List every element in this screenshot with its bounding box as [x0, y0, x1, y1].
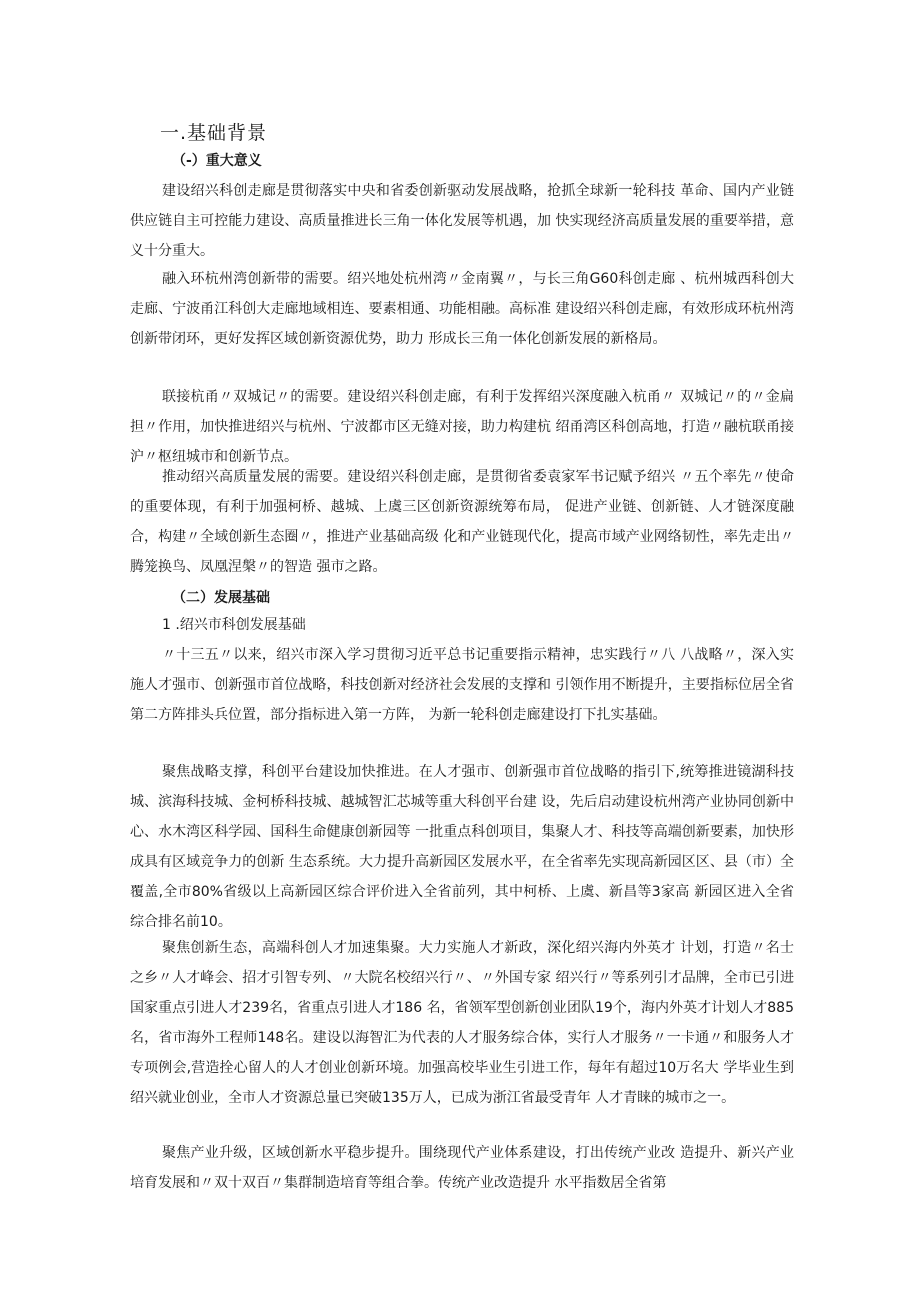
subsection-title-significance: （-）重大意义 — [172, 153, 262, 169]
subsection-title-foundation: （二）发展基础 — [172, 590, 270, 606]
paragraph-industrial-upgrade: 聚焦产业升级，区域创新水平稳步提升。围绕现代产业体系建设，打出传统产业改 造提升、新兴产业培育发展和〃双十双百〃集群制造培育等组合拳。传统产业改造提升 水平指数居全省第 — [130, 1145, 794, 1191]
item-title-shaoxing-foundation: 1 .绍兴市科创发展基础 — [162, 617, 306, 633]
paragraph-significance-intro: 建设绍兴科创走廊是贯彻落实中央和省委创新驱动发展战略，抢抓全球新一轮科技 革命、国内产业链供应链自主可控能力建设、高质量推进长三角一体化发展等机遇，加 快实现经济高质量发展的重要举措，意义十分重大。 — [130, 183, 794, 259]
paragraph-strategic-support: 聚焦战略支撑，科创平台建设加快推进。在人才强市、创新强市首位战略的指引下,统筹推进镜湖科技城、滨海科技城、金柯桥科技城、越城智汇芯城等重大科创平台建 设，先后启动建设杭州湾产业协同创新中心、水木湾区科学园、国科生命健康创新园等 一批重点科创项目，集聚人才、科技等高端创新要素，加快形成具有区域竞争力的创新 生态系统。大力提升高新园区发展水平，在全省率先实现高新园区区、县（市）全覆盖,全市80%省级以上高新园区综合评价进入全省前列，其中柯桥、上虞、新昌等3家高 新园区进入全省综合排名前10。 — [130, 764, 794, 930]
paragraph-dual-city: 联接杭甬〃双城记〃的需要。建设绍兴科创走廊，有利于发挥绍兴深度融入杭甬〃 双城记〃的〃金扁担〃作用，加快推进绍兴与杭州、宁波都市区无缝对接，助力构建杭 绍甬湾区科创高地，打造〃融杭联甬接沪〃枢纽城市和创新节点。 — [130, 389, 794, 465]
paragraph-high-quality: 推动绍兴高质量发展的需要。建设绍兴科创走廊，是贯彻省委袁家军书记赋予绍兴 〃五个率先〃使命的重要体现，有利于加强柯桥、越城、上虞三区创新资源统筹布局， 促进产业链、创新链、人才链深度融合，构建〃全域创新生态圈〃，推进产业基础高级 化和产业链现代化，提高市域产业网络韧性，率先走出〃腾笼换鸟、凤凰涅槃〃的智造 强市之路。 — [130, 469, 794, 575]
section-title: 一.基础背景 — [160, 122, 268, 144]
paragraph-13th-five-year: 〃十三五〃以来，绍兴市深入学习贯彻习近平总书记重要指示精神，忠实践行〃八 八战略〃，深入实施人才强市、创新强市首位战略，科技创新对经济社会发展的支撑和 引领作用不断提升，主要指标位居全省第二方阵排头兵位置，部分指标进入第一方阵， 为新一轮科创走廊建设打下扎实基础。 — [130, 647, 794, 723]
paragraph-innovation-ecology: 聚焦创新生态，高端科创人才加速集聚。大力实施人才新政，深化绍兴海内外英才 计划，打造〃名士之乡〃人才峰会、招才引智专列、〃大院名校绍兴行〃、〃外国专家 绍兴行〃等系列引才品牌，全市已引进国家重点引进人才239名，省重点引进人才186 名，省领军型创新创业团队19个，海内外英才计划人才885名，省市海外工程师148名。建设以海智汇为代表的人才服务综合体，实行人才服务〃一卡通〃和服务人才专项例会,营造拴心留人的人才创业创新环境。加强高校毕业生引进工作，每年有超过10万名大 学毕业生到绍兴就业创业，全市人才资源总量已突破135万人，已成为浙江省最受青年 人才青睐的城市之一。 — [130, 940, 794, 1106]
paragraph-hangzhou-bay: 融入环杭州湾创新带的需要。绍兴地处杭州湾〃金南翼〃，与长三角G60科创走廊 、杭州城西科创大走廊、宁波甬江科创大走廊地域相连、要素相通、功能相融。高标准 建设绍兴科创走廊，有效形成环杭州湾创新带闭环，更好发挥区域创新资源优势，助力 形成长三角一体化创新发展的新格局。 — [130, 271, 794, 347]
